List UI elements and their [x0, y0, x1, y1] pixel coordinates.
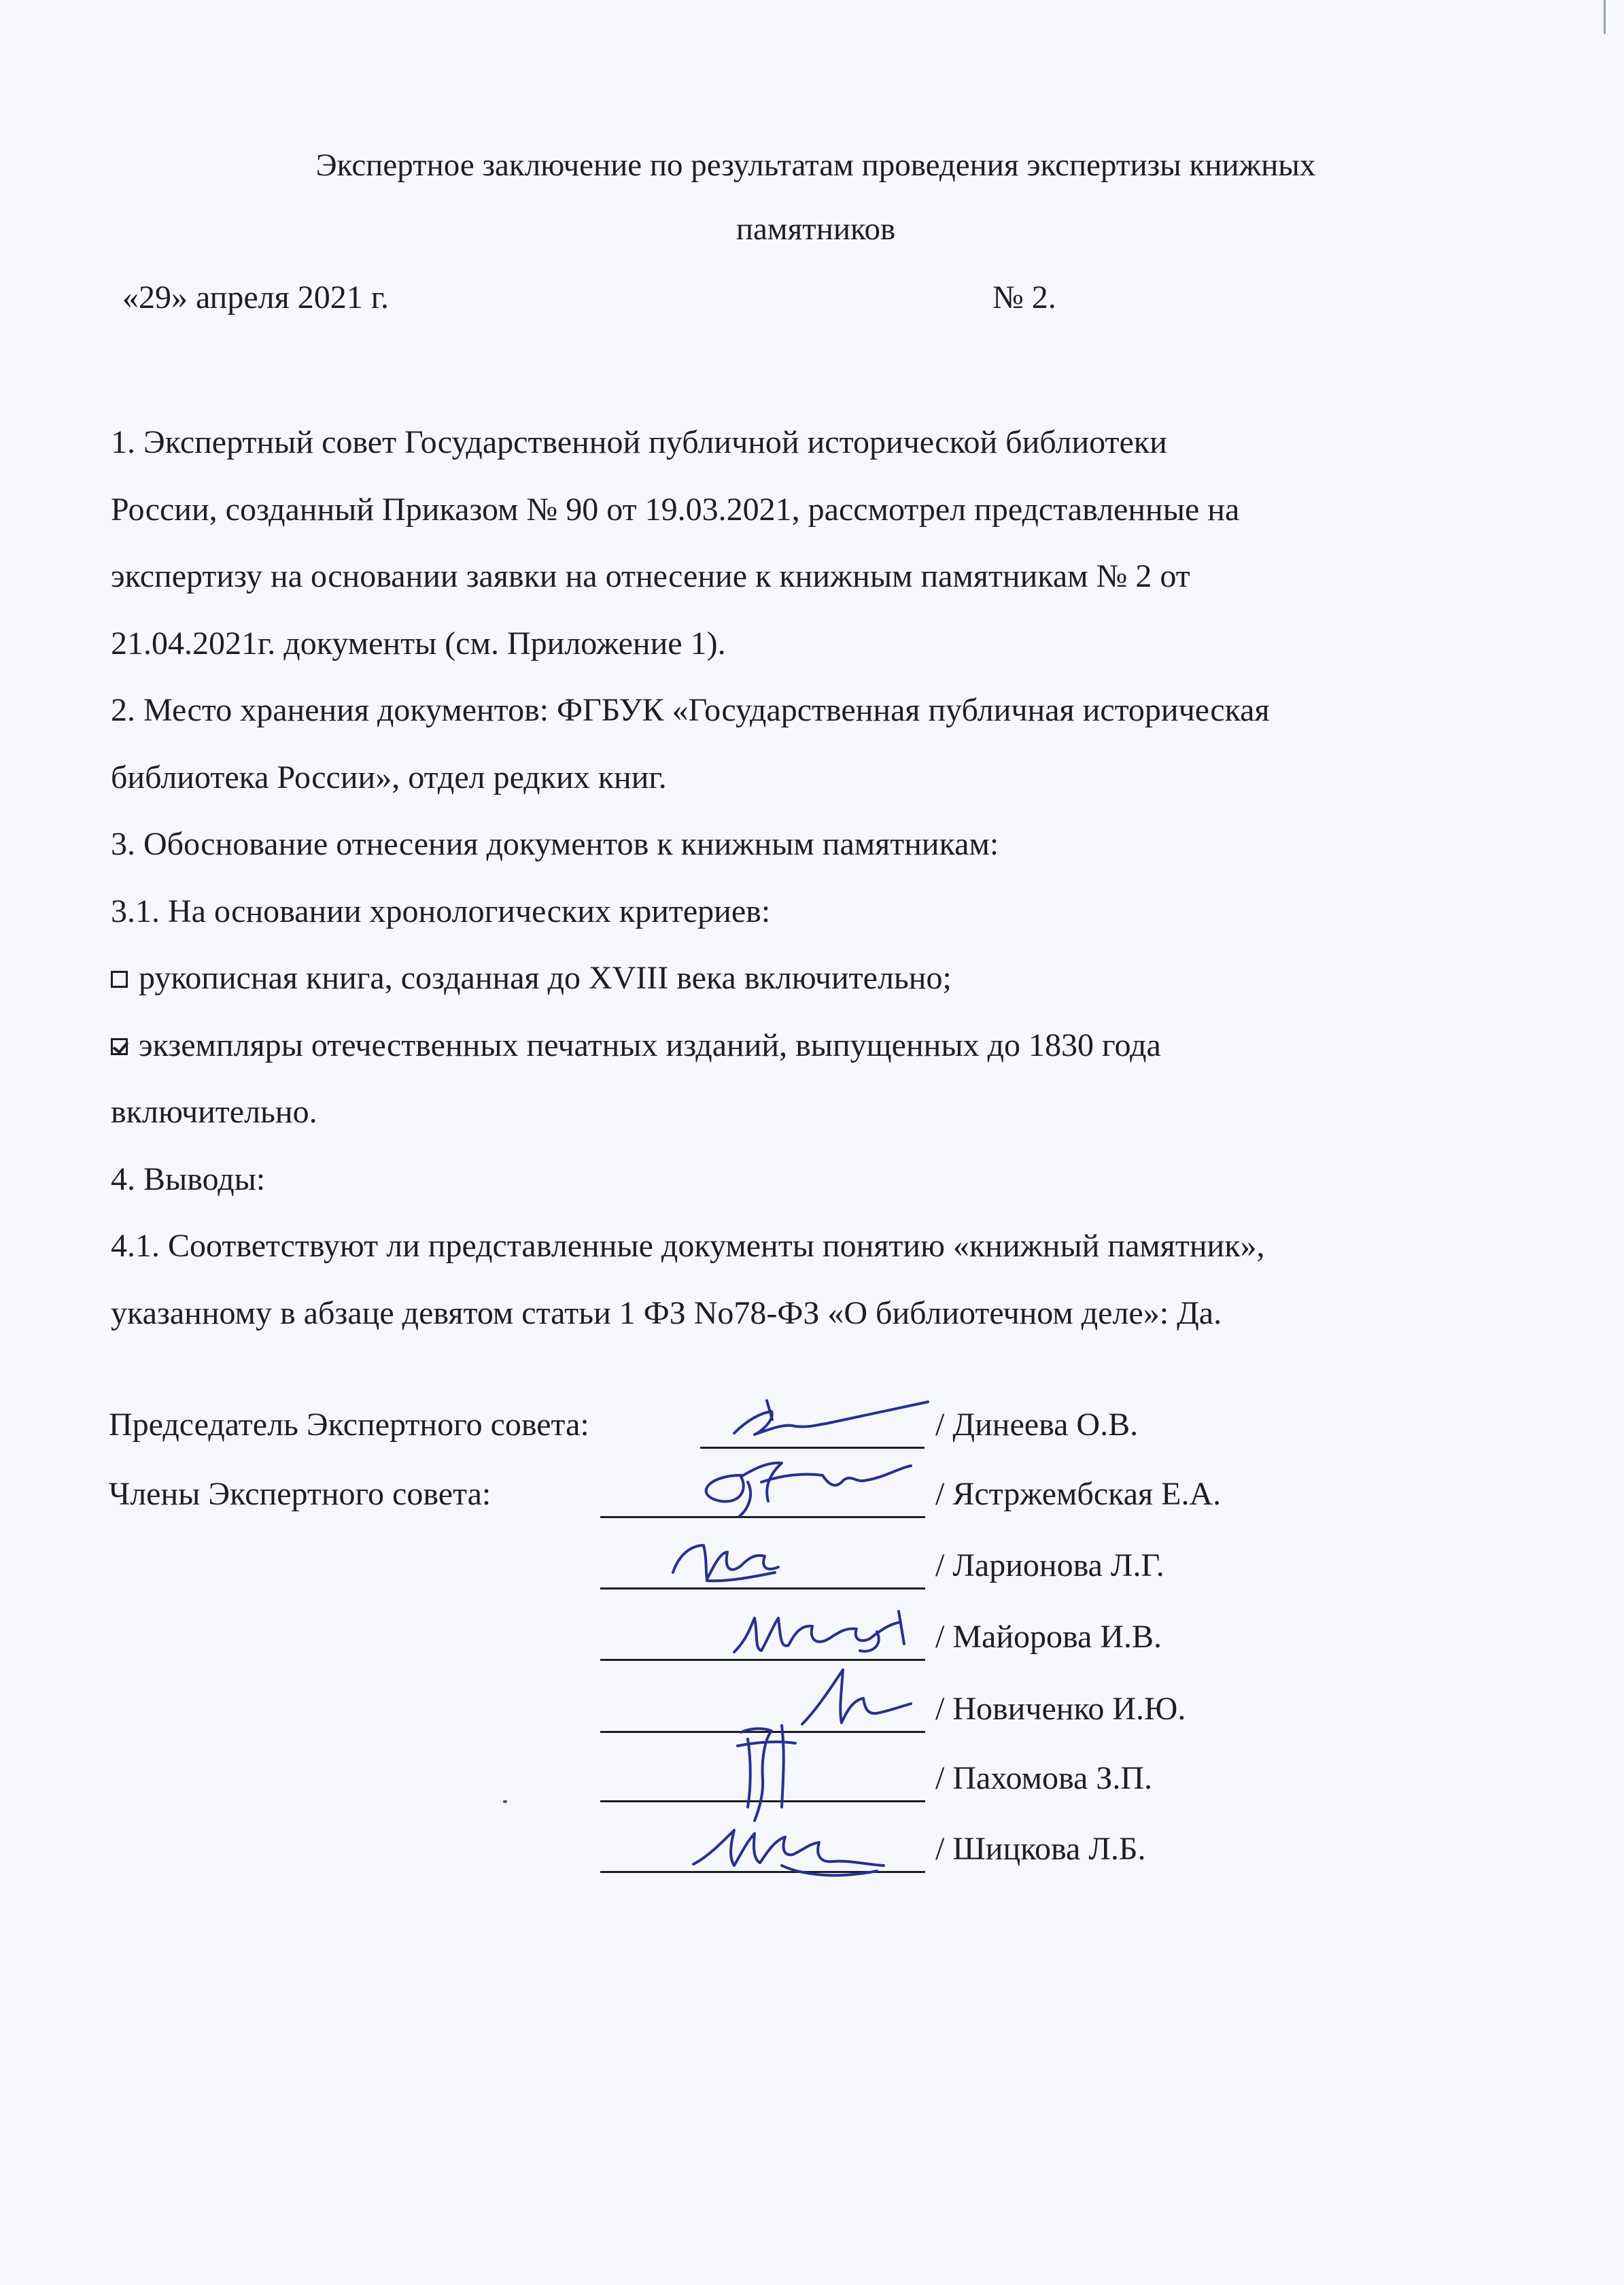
checkbox-item-printed [111, 1012, 1552, 1080]
body-line: 2. Место хранения документов: ФГБУК «Государственная публичная историческая [111, 692, 1270, 728]
member-name: / Ястржембская Е.А. [935, 1476, 1222, 1512]
conclusions-heading: 4. Выводы: [111, 1161, 266, 1197]
chair-signature [707, 1392, 938, 1454]
document-date: «29» апреля 2021 г. [122, 279, 389, 315]
checkbox-item-manuscript [111, 945, 1552, 1012]
document-body [111, 409, 1552, 1347]
member-signature [721, 1598, 952, 1672]
body-line: 21.04.2021г. документы (см. Приложение 1). [111, 625, 726, 662]
title-line-1: Экспертное заключение по результатам проведения экспертизы книжных [315, 148, 1316, 183]
scan-speck [503, 1800, 507, 1803]
chair-label: Председатель Экспертного совета: [109, 1407, 589, 1443]
body-line: включительно. [111, 1094, 317, 1130]
body-line: указанному в абзаце девятом статьи 1 ФЗ No78-ФЗ «О библиотечном деле»: Да. [111, 1294, 1222, 1331]
member-name: / Ларионова Л.Г. [935, 1547, 1164, 1583]
members-label: Члены Экспертного совета: [109, 1476, 491, 1512]
body-line: экспертизу на основании заявки на отнесение к книжным памятникам № 2 от [111, 558, 1190, 594]
title-line-2: памятников [736, 211, 896, 247]
empty-checkbox-icon [111, 971, 128, 988]
scan-mark [1604, 0, 1606, 34]
document-number: № 2. [992, 279, 1056, 315]
checked-checkbox-icon [111, 1038, 128, 1055]
body-line: России, созданный Приказом № 90 от 19.03.2021, рассмотрел представленные на [111, 491, 1240, 528]
member-name: / Новиченко И.Ю. [935, 1691, 1186, 1727]
chair-name: / Динеева О.В. [935, 1407, 1139, 1443]
member-name: / Пахомова З.П. [935, 1760, 1152, 1796]
member-signature [666, 1448, 925, 1530]
member-signature [666, 1532, 870, 1600]
body-line: 1. Экспертный совет Государственной публичной исторической библиотеки [111, 424, 1167, 460]
document-title [177, 133, 1455, 261]
checkbox-item-text: экземпляры отечественных печатных изданий, выпущенных до 1830 года [139, 1027, 1161, 1063]
member-signature [680, 1803, 911, 1891]
member-name: / Шицкова Л.Б. [935, 1831, 1146, 1867]
body-line: 3.1. На основании хронологических критериев: [111, 893, 771, 929]
member-name: / Майорова И.В. [935, 1619, 1162, 1655]
body-line: 3. Обоснование отнесения документов к книжным памятникам: [111, 826, 999, 862]
checkbox-item-text: рукописная книга, созданная до XVIII века включительно; [139, 960, 952, 996]
body-line: библиотека России», отдел редких книг. [111, 759, 667, 795]
body-line: 4.1. Соответствуют ли представленные документы понятию «книжный памятник», [111, 1228, 1265, 1264]
